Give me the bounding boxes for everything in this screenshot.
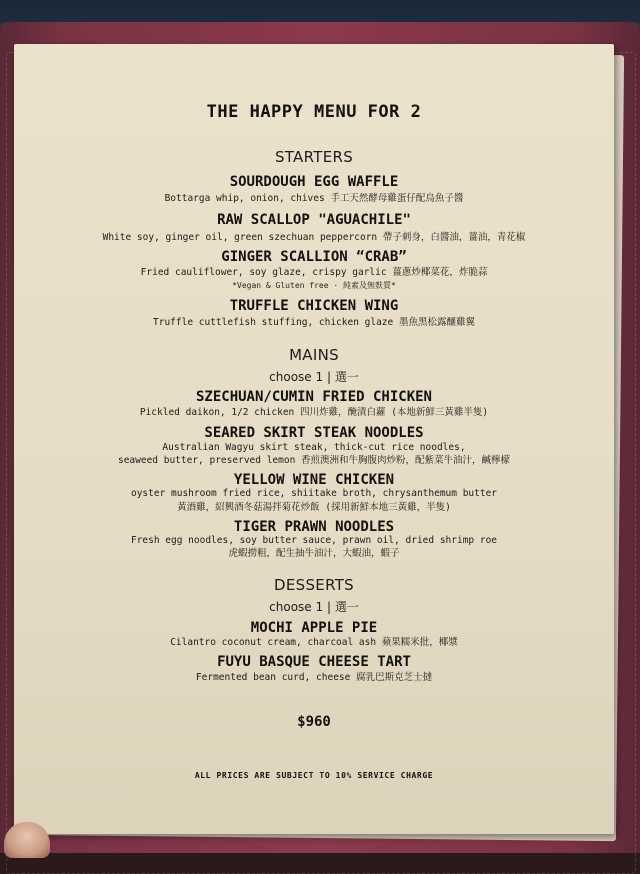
dish-truffle-chicken-wing: TRUFFLE CHICKEN WING [229,298,399,314]
service-charge-note: ALL PRICES ARE SUBJECT TO 10% SERVICE CHARGE [194,771,434,780]
desserts-heading: DESSERTS [274,576,354,594]
dish-desc-line1: Fresh egg noodles, soy butter sauce, prawn oil, dried shrimp roe [130,535,498,546]
dish-seared-skirt-steak-noodles: SEARED SKIRT STEAK NOODLES [204,425,424,441]
dish-szechuan-cumin-fried-chicken: SZECHUAN/CUMIN FRIED CHICKEN [195,389,432,405]
dish-desc-line1: Australian Wagyu skirt steak, thick-cut rice noodles, [162,442,466,453]
dish-tiger-prawn-noodles: TIGER PRAWN NOODLES [233,519,395,535]
mains-choose-note: choose 1 | 選一 [269,370,359,384]
starters-heading: STARTERS [274,148,354,166]
dish-sourdough-egg-waffle: SOURDOUGH EGG WAFFLE [229,174,399,190]
dish-desc: Cilantro coconut cream, charcoal ash 蘋果糯米批，椰漿 [170,637,458,648]
dish-desc: Fried cauliflower, soy glaze, crispy garlic 薑蔥炒椰菜花，炸脆蒜 [140,267,488,278]
desserts-choose-note: choose 1 | 選一 [269,600,359,614]
dish-ginger-scallion-crab: GINGER SCALLION “CRAB” [221,249,407,265]
dish-mochi-apple-pie: MOCHI APPLE PIE [250,620,378,636]
dish-desc: Pickled daikon, 1/2 chicken 四川炸雞，醃漬白蘿 (本地新鮮三黃雞半隻) [139,407,489,418]
dish-desc: Truffle cuttlefish stuffing, chicken glaze 墨魚黑松露釀雞翼 [153,317,475,328]
dish-desc: Fermented bean curd, cheese 腐乳巴斯克芝士撻 [195,672,433,683]
dish-desc-line2: 黃酒雞，紹興酒冬菇湯拌菊花炒飯 (採用新鮮本地三黃雞，半隻) [177,502,451,513]
dish-desc-line1: oyster mushroom fried rice, shiitake broth, chrysanthemum butter [130,488,498,499]
dish-desc-line2: seaweed butter, preserved lemon 香煎澳洲和牛胸腹肉炒粉，配紫菜牛油汁，鹹檸檬 [117,455,511,466]
mains-heading: MAINS [289,346,339,364]
dish-desc: White soy, ginger oil, green szechuan peppercorn 帶子刺身，白醬油，薑油，青花椒 [102,232,526,243]
dish-yellow-wine-chicken: YELLOW WINE CHICKEN [233,472,395,488]
menu-price: $960 [297,714,331,730]
dish-raw-scallop: RAW SCALLOP "AGUACHILE" [217,212,411,228]
menu-page [14,44,614,834]
dish-desc: Bottarga whip, onion, chives 手工天然酵母雞蛋仔配烏魚子醬 [164,193,464,204]
dish-desc-line2: 虎蝦撈粗，配生抽牛油汁，大蝦油，蝦子 [228,548,400,559]
dietary-note: *Vegan & Gluten free · 純素及無麩質* [232,281,396,290]
dish-fuyu-basque-cheese-tart: FUYU BASQUE CHEESE TART [217,654,411,670]
menu-title: THE HAPPY MENU FOR 2 [206,102,422,122]
